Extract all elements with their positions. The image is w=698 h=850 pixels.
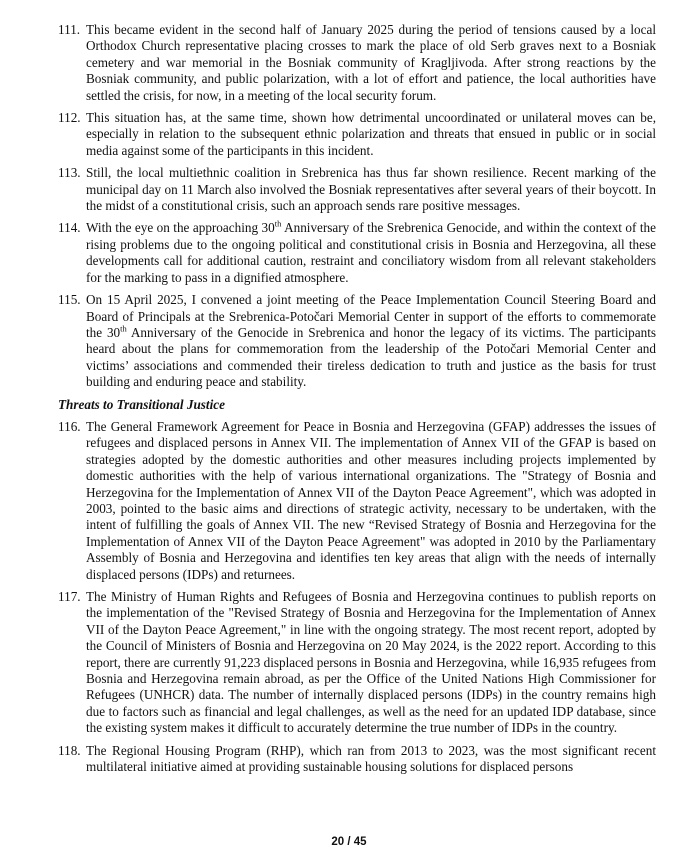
paragraph-text	[86, 220, 656, 286]
paragraph-111	[58, 22, 656, 104]
paragraph-116	[58, 419, 656, 583]
paragraph-115	[58, 292, 656, 390]
paragraph-text-end: Anniversary of the Genocide in Srebrenica and honor the legacy of its victims. The participants heard about the plans for commemoration from the leadership of the Potočari Memorial Center and victims’ associations and commended their tireless dedication to truth and justice as the basis for trust building and enduring peace and stability.	[86, 324, 656, 390]
paragraph-text: Still, the local multiethnic coalition in Srebrenica has thus far shown resilience. Recent marking of the municipal day on 11 March also involved the Bosniak representatives after several years of their boycott. In the midst of a constitutional crisis, such an approach sends rare positive messages.	[86, 165, 656, 214]
paragraph-number: 111.	[58, 22, 81, 37]
paragraph-number: 116.	[58, 418, 81, 434]
paragraph-text-end: Anniversary of the Srebrenica Genocide, and within the context of the rising problems due to the ongoing political and constitutional crisis in Bosnia and Herzegovina, all these developments call for additional caution, restraint and conciliatory wisdom from all relevant stakeholders for the marking to pass in a dignified atmosphere.	[86, 220, 656, 285]
paragraph-text: This became evident in the second half of January 2025 during the period of tensions caused by a local Orthodox Church representative placing crosses to mark the place of old Serb graves next to a Bosniak cemetery and war memorial in the Bosniak community of Kragljivoda. After strong reactions by the Bosniak community, and public polarization, with a lot of effort and patience, the local authorities have settled the crisis, for now, in a meeting of the local security forum.	[86, 22, 656, 103]
paragraph-112	[58, 110, 656, 159]
section-heading: Threats to Transitional Justice	[58, 396, 225, 412]
page-number: 20 / 45	[331, 836, 367, 848]
ordinal-superscript: th	[274, 219, 282, 230]
ordinal-superscript: th	[120, 323, 127, 334]
paragraph-number: 117.	[58, 589, 81, 604]
paragraph-text-start: With the eye on the approaching 30	[86, 220, 275, 236]
paragraph-number: 118.	[58, 742, 81, 758]
paragraph-text-start: On 15 April 2025, I convened a joint meeting of the Peace Implementation Council Steering Board and Board of Principals at the Srebrenica-Potočari Memorial Center in support of the efforts to commemorate the 30	[86, 292, 656, 340]
paragraph-number: 115.	[58, 292, 81, 308]
document-body	[58, 22, 656, 781]
paragraph-text: This situation has, at the same time, shown how detrimental uncoordinated or unilateral moves can be, especially in relation to the subsequent ethnic polarization and threats that ensued in public or in social media against some of the participants in this incident.	[86, 110, 656, 158]
paragraph-text: The Regional Housing Program (RHP), which ran from 2013 to 2023, was the most significant recent multilateral initiative aimed at providing sustainable housing solutions for displaced persons	[86, 742, 656, 775]
paragraph-113	[58, 165, 656, 214]
paragraph-text	[86, 292, 656, 390]
paragraph-118	[58, 743, 656, 776]
paragraph-117	[58, 589, 656, 737]
paragraph-text: The Ministry of Human Rights and Refugees of Bosnia and Herzegovina continues to publish reports on the implementation of the "Revised Strategy of Bosnia and Herzegovina for the Implementation of Annex VII of the Dayton Peace Agreement," in line with the ongoing strategy. The most recent report, adopted by the Council of Ministers of Bosnia and Herzegovina on 20 May 2024, is the 2022 report. According to this report, there are currently 91,223 displaced persons in Bosnia and Herzegovina, while 16,935 refugees from Bosnia and Herzegovina remain abroad, as per the Office of the United Nations High Commissioner for Refugees (UNHCR) data. The number of internally displaced persons (IDPs) in the country remains high due to factors such as financial and legal challenges, as well as the need for an updated IDP database, since the existing system makes it difficult to accurately determine the true number of IDPs in the country.	[86, 589, 656, 736]
paragraph-number: 113.	[58, 165, 81, 181]
paragraph-text: The General Framework Agreement for Peace in Bosnia and Herzegovina (GFAP) addresses the issues of refugees and displaced persons in Annex VII. The implementation of Annex VII of the GFAP is based on strategies adopted by the domestic authorities and other measures including projects implemented by domestic authorities with the help of various international organizations. The "Strategy of Bosnia and Herzegovina for the Implementation of Annex VII of the Dayton Peace Agreement", which was adopted in 2003, pointed to the basic aims and directions of strategic activity, necessary to be undertaken, with the intent of fulfilling the goals of Annex VII. The new “Revised Strategy of Bosnia and Herzegovina for the Implementation of Annex VII of the Dayton Peace Agreement" was adopted in 2010 by the Parliamentary Assembly of Bosnia and Herzegovina and identifies ten key areas that align with the needs of internally displaced persons (IDPs) and returnees.	[86, 418, 656, 582]
paragraph-number: 114.	[58, 220, 81, 236]
paragraph-number: 112.	[58, 110, 81, 126]
paragraph-114	[58, 220, 656, 286]
